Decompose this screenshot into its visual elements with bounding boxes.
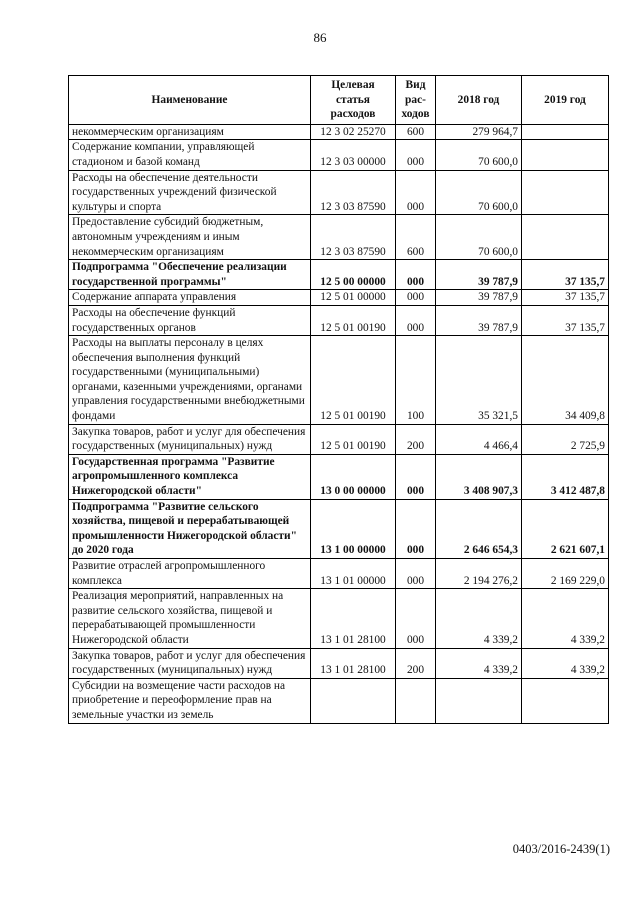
cell-code: 13 1 01 28100 bbox=[311, 648, 396, 678]
table-row bbox=[69, 260, 609, 290]
cell-type: 000 bbox=[396, 499, 436, 558]
cell-year1: 2 646 654,3 bbox=[436, 499, 522, 558]
cell-name: Реализация мероприятий, направленных на развитие сельского хозяйства, пищевой и перерабатывающей промышленности Нижегородской области bbox=[69, 589, 311, 648]
cell-year1 bbox=[436, 678, 522, 723]
cell-year2: 4 339,2 bbox=[522, 589, 609, 648]
cell-name: Содержание компании, управляющей стадионом и базой команд bbox=[69, 140, 311, 170]
cell-year2: 3 412 487,8 bbox=[522, 454, 609, 499]
cell-year2 bbox=[522, 124, 609, 140]
cell-code: 12 5 01 00000 bbox=[311, 290, 396, 306]
cell-name: некоммерческим организациям bbox=[69, 124, 311, 140]
cell-type: 000 bbox=[396, 290, 436, 306]
table-row bbox=[69, 678, 609, 723]
cell-code: 12 3 03 87590 bbox=[311, 170, 396, 215]
cell-type: 200 bbox=[396, 648, 436, 678]
cell-name: Государственная программа "Развитие агропромышленного комплекса Нижегородской области" bbox=[69, 454, 311, 499]
cell-type: 000 bbox=[396, 140, 436, 170]
header-code: Целевая статья расходов bbox=[311, 76, 396, 125]
cell-year2 bbox=[522, 170, 609, 215]
cell-type: 000 bbox=[396, 454, 436, 499]
cell-code: 12 5 01 00190 bbox=[311, 336, 396, 425]
table-row bbox=[69, 305, 609, 335]
budget-table bbox=[68, 75, 609, 724]
cell-year2: 34 409,8 bbox=[522, 336, 609, 425]
table-row bbox=[69, 140, 609, 170]
table-row bbox=[69, 424, 609, 454]
cell-year2 bbox=[522, 140, 609, 170]
cell-code: 13 1 00 00000 bbox=[311, 499, 396, 558]
cell-name: Расходы на обеспечение функций государственных органов bbox=[69, 305, 311, 335]
cell-year1: 3 408 907,3 bbox=[436, 454, 522, 499]
cell-name: Закупка товаров, работ и услуг для обеспечения государственных (муниципальных) нужд bbox=[69, 648, 311, 678]
cell-year1: 70 600,0 bbox=[436, 140, 522, 170]
cell-type: 100 bbox=[396, 336, 436, 425]
cell-year1: 4 339,2 bbox=[436, 589, 522, 648]
cell-code: 12 5 01 00190 bbox=[311, 424, 396, 454]
page-number: 86 bbox=[313, 30, 327, 45]
table-row bbox=[69, 589, 609, 648]
table-row bbox=[69, 559, 609, 589]
cell-code: 12 3 03 00000 bbox=[311, 140, 396, 170]
cell-name: Развитие отраслей агропромышленного комплекса bbox=[69, 559, 311, 589]
cell-type: 000 bbox=[396, 559, 436, 589]
cell-year1: 4 466,4 bbox=[436, 424, 522, 454]
document-code: 0403/2016-2439(1) bbox=[512, 842, 610, 856]
cell-code: 13 0 00 00000 bbox=[311, 454, 396, 499]
cell-year2 bbox=[522, 678, 609, 723]
cell-code: 12 3 03 87590 bbox=[311, 215, 396, 260]
cell-name: Подпрограмма "Развитие сельского хозяйства, пищевой и перерабатывающей промышленности Нижегородской области" до 2020 года bbox=[69, 499, 311, 558]
cell-year1: 39 787,9 bbox=[436, 290, 522, 306]
cell-year1: 39 787,9 bbox=[436, 305, 522, 335]
cell-type: 000 bbox=[396, 170, 436, 215]
cell-year1: 70 600,0 bbox=[436, 215, 522, 260]
cell-name: Расходы на обеспечение деятельности государственных учреждений физической культуры и спорта bbox=[69, 170, 311, 215]
cell-type: 000 bbox=[396, 260, 436, 290]
cell-year2: 2 621 607,1 bbox=[522, 499, 609, 558]
header-name: Наименование bbox=[69, 76, 311, 125]
cell-name: Закупка товаров, работ и услуг для обеспечения государственных (муниципальных) нужд bbox=[69, 424, 311, 454]
cell-year1: 39 787,9 bbox=[436, 260, 522, 290]
cell-type: 600 bbox=[396, 215, 436, 260]
table-row bbox=[69, 170, 609, 215]
header-year2: 2019 год bbox=[522, 76, 609, 125]
cell-name: Предоставление субсидий бюджетным, автономным учреждениям и иным некоммерческим организациям bbox=[69, 215, 311, 260]
cell-year2: 2 725,9 bbox=[522, 424, 609, 454]
table-row bbox=[69, 336, 609, 425]
cell-type: 600 bbox=[396, 124, 436, 140]
cell-code: 12 5 01 00190 bbox=[311, 305, 396, 335]
cell-name: Содержание аппарата управления bbox=[69, 290, 311, 306]
cell-year1: 279 964,7 bbox=[436, 124, 522, 140]
cell-type bbox=[396, 678, 436, 723]
cell-code bbox=[311, 678, 396, 723]
table-row bbox=[69, 290, 609, 306]
header-year1: 2018 год bbox=[436, 76, 522, 125]
table-header-row bbox=[69, 76, 609, 125]
cell-year2 bbox=[522, 215, 609, 260]
cell-name: Подпрограмма "Обеспечение реализации государственной программы" bbox=[69, 260, 311, 290]
cell-code: 13 1 01 28100 bbox=[311, 589, 396, 648]
table-body bbox=[69, 124, 609, 723]
table-row bbox=[69, 499, 609, 558]
cell-type: 000 bbox=[396, 589, 436, 648]
cell-year1: 35 321,5 bbox=[436, 336, 522, 425]
cell-year2: 2 169 229,0 bbox=[522, 559, 609, 589]
cell-type: 000 bbox=[396, 305, 436, 335]
cell-year1: 2 194 276,2 bbox=[436, 559, 522, 589]
cell-year2: 4 339,2 bbox=[522, 648, 609, 678]
cell-code: 13 1 01 00000 bbox=[311, 559, 396, 589]
cell-name: Субсидии на возмещение части расходов на приобретение и переоформление прав на земельные участки из земель bbox=[69, 678, 311, 723]
cell-year1: 4 339,2 bbox=[436, 648, 522, 678]
cell-name: Расходы на выплаты персоналу в целях обеспечения выполнения функций государственными (муниципальными) органами, казенными учреждениями, органами управления государственными внебюджетными фондами bbox=[69, 336, 311, 425]
cell-year2: 37 135,7 bbox=[522, 305, 609, 335]
table-row bbox=[69, 215, 609, 260]
cell-year2: 37 135,7 bbox=[522, 290, 609, 306]
cell-type: 200 bbox=[396, 424, 436, 454]
cell-code: 12 3 02 25270 bbox=[311, 124, 396, 140]
table-row bbox=[69, 124, 609, 140]
table-row bbox=[69, 648, 609, 678]
cell-year2: 37 135,7 bbox=[522, 260, 609, 290]
cell-year1: 70 600,0 bbox=[436, 170, 522, 215]
header-type: Вид рас-ходов bbox=[396, 76, 436, 125]
table-row bbox=[69, 454, 609, 499]
cell-code: 12 5 00 00000 bbox=[311, 260, 396, 290]
